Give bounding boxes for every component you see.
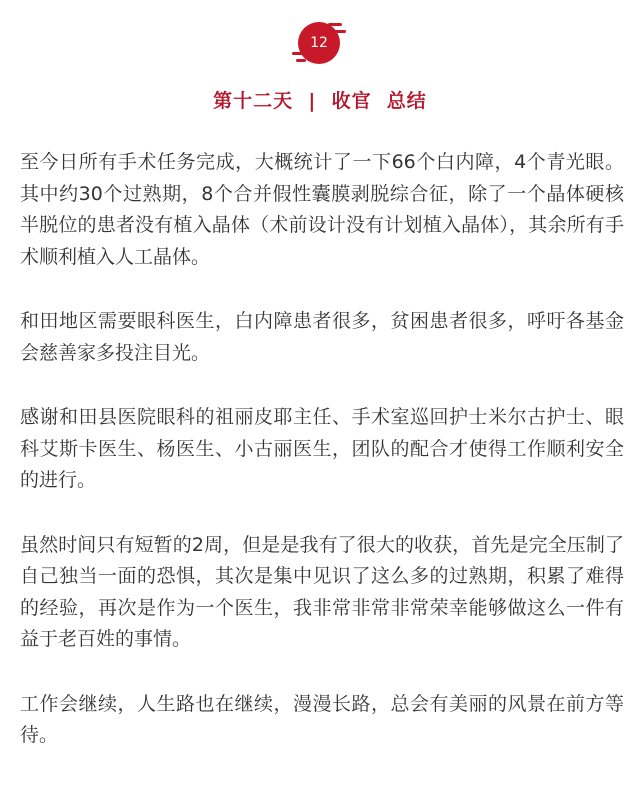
badge-number: 12 xyxy=(310,35,328,51)
badge-streak-decoration xyxy=(296,59,306,62)
badge-circle xyxy=(298,22,340,64)
paragraph-reflection: 虽然时间只有短暂的2周，但是是我有了很大的收获，首先是完全压制了自己独当一面的恐惧，其次是集中见识了这么多的过熟期，积累了难得的经验，再次是作为一个医生，我非常非常非常荣幸能够做这么一件有益于老百姓的事情。 xyxy=(20,533,624,650)
day-number-badge xyxy=(292,20,348,66)
section-title: 第十二天 | 收官 总结 xyxy=(213,90,427,112)
paragraph-closing: 工作会继续，人生路也在继续，漫漫长路，总会有美丽的风景在前方等待。 xyxy=(20,692,624,746)
paragraph-thanks: 感谢和田县医院眼科的祖丽皮耶主任、手术室巡回护士米尔古护士、眼科艾斯卡医生、杨医生、小古丽医生，团队的配合才使得工作顺利安全的进行。 xyxy=(20,406,624,491)
paragraph-surgery-summary: 至今日所有手术任务完成，大概统计了一下66个白内障，4个青光眼。其中约30个过熟期，8个合并假性囊膜剥脱综合征，除了一个晶体硬核半脱位的患者没有植入晶体（术前设计没有计划植入晶体），其余所有手术顺利植入人工晶体。 xyxy=(20,151,624,268)
article-body xyxy=(20,147,624,785)
paragraph-appeal: 和田地区需要眼科医生，白内障患者很多，贫困患者很多，呼吁各基金会慈善家多投注目光。 xyxy=(20,310,624,364)
